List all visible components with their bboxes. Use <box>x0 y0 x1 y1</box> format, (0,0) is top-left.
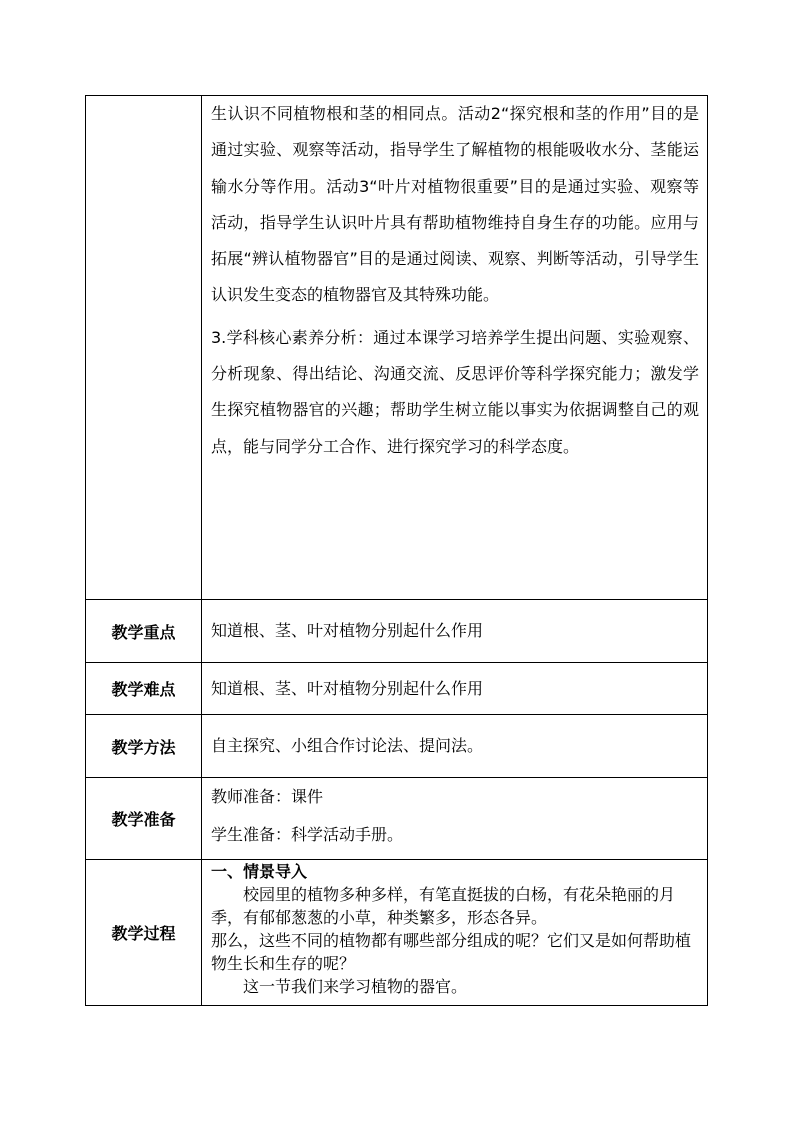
process-paragraph-2: 那么，这些不同的植物都有哪些部分组成的呢？它们又是如何帮助植物生长和生存的呢？ <box>211 931 692 973</box>
difficulties-row <box>86 663 708 715</box>
process-row <box>86 860 708 1006</box>
process-paragraph-3: 这一节我们来学习植物的器官。 <box>243 977 468 996</box>
methods-content: 自主探究、小组合作讨论法、提问法。 <box>202 715 708 778</box>
methods-row <box>86 715 708 778</box>
key-points-content: 知道根、茎、叶对植物分别起什么作用 <box>202 600 708 663</box>
preparation-row <box>86 778 708 860</box>
lesson-plan-table <box>85 95 708 1006</box>
intro-paragraph-1: 生认识不同植物根和茎的相同点。活动2“探究根和茎的作用”目的是通过实验、观察等活动，指导学生了解植物的根能吸收水分、茎能运输水分等作用。活动3“叶片对植物很重要”目的是通过实验、观察等活动，指导学生认识叶片具有帮助植物维持自身生存的功能。应用与拓展“辨认植物器官”目的是通过阅读、观察、判断等活动，引导学生认识发生变态的植物器官及其特殊功能。 <box>211 104 699 305</box>
process-paragraph-1: 校园里的植物多种多样，有笔直挺拔的白杨，有花朵艳丽的月季，有郁郁葱葱的小草，种类繁多，形态各异。 <box>211 885 676 927</box>
preparation-label: 教学准备 <box>86 778 202 860</box>
intro-label-cell <box>86 96 202 600</box>
intro-content-cell <box>202 96 708 600</box>
student-preparation: 学生准备：科学活动手册。 <box>211 825 404 844</box>
intro-row <box>86 96 708 600</box>
difficulties-content: 知道根、茎、叶对植物分别起什么作用 <box>202 663 708 715</box>
process-content <box>202 860 708 1006</box>
process-label: 教学过程 <box>86 860 202 1006</box>
preparation-content <box>202 778 708 860</box>
teacher-preparation: 教师准备：课件 <box>211 787 324 806</box>
key-points-label: 教学重点 <box>86 600 202 663</box>
difficulties-label: 教学难点 <box>86 663 202 715</box>
key-points-row <box>86 600 708 663</box>
intro-paragraph-2: 3.学科核心素养分析：通过本课学习培养学生提出问题、实验观察、分析现象、得出结论、沟通交流、反思评价等科学探究能力；激发学生探究植物器官的兴趣；帮助学生树立能以事实为依据调整自己的观点，能与同学分工合作、进行探究学习的科学态度。 <box>211 327 699 456</box>
process-heading: 一、情景导入 <box>211 862 308 881</box>
methods-label: 教学方法 <box>86 715 202 778</box>
